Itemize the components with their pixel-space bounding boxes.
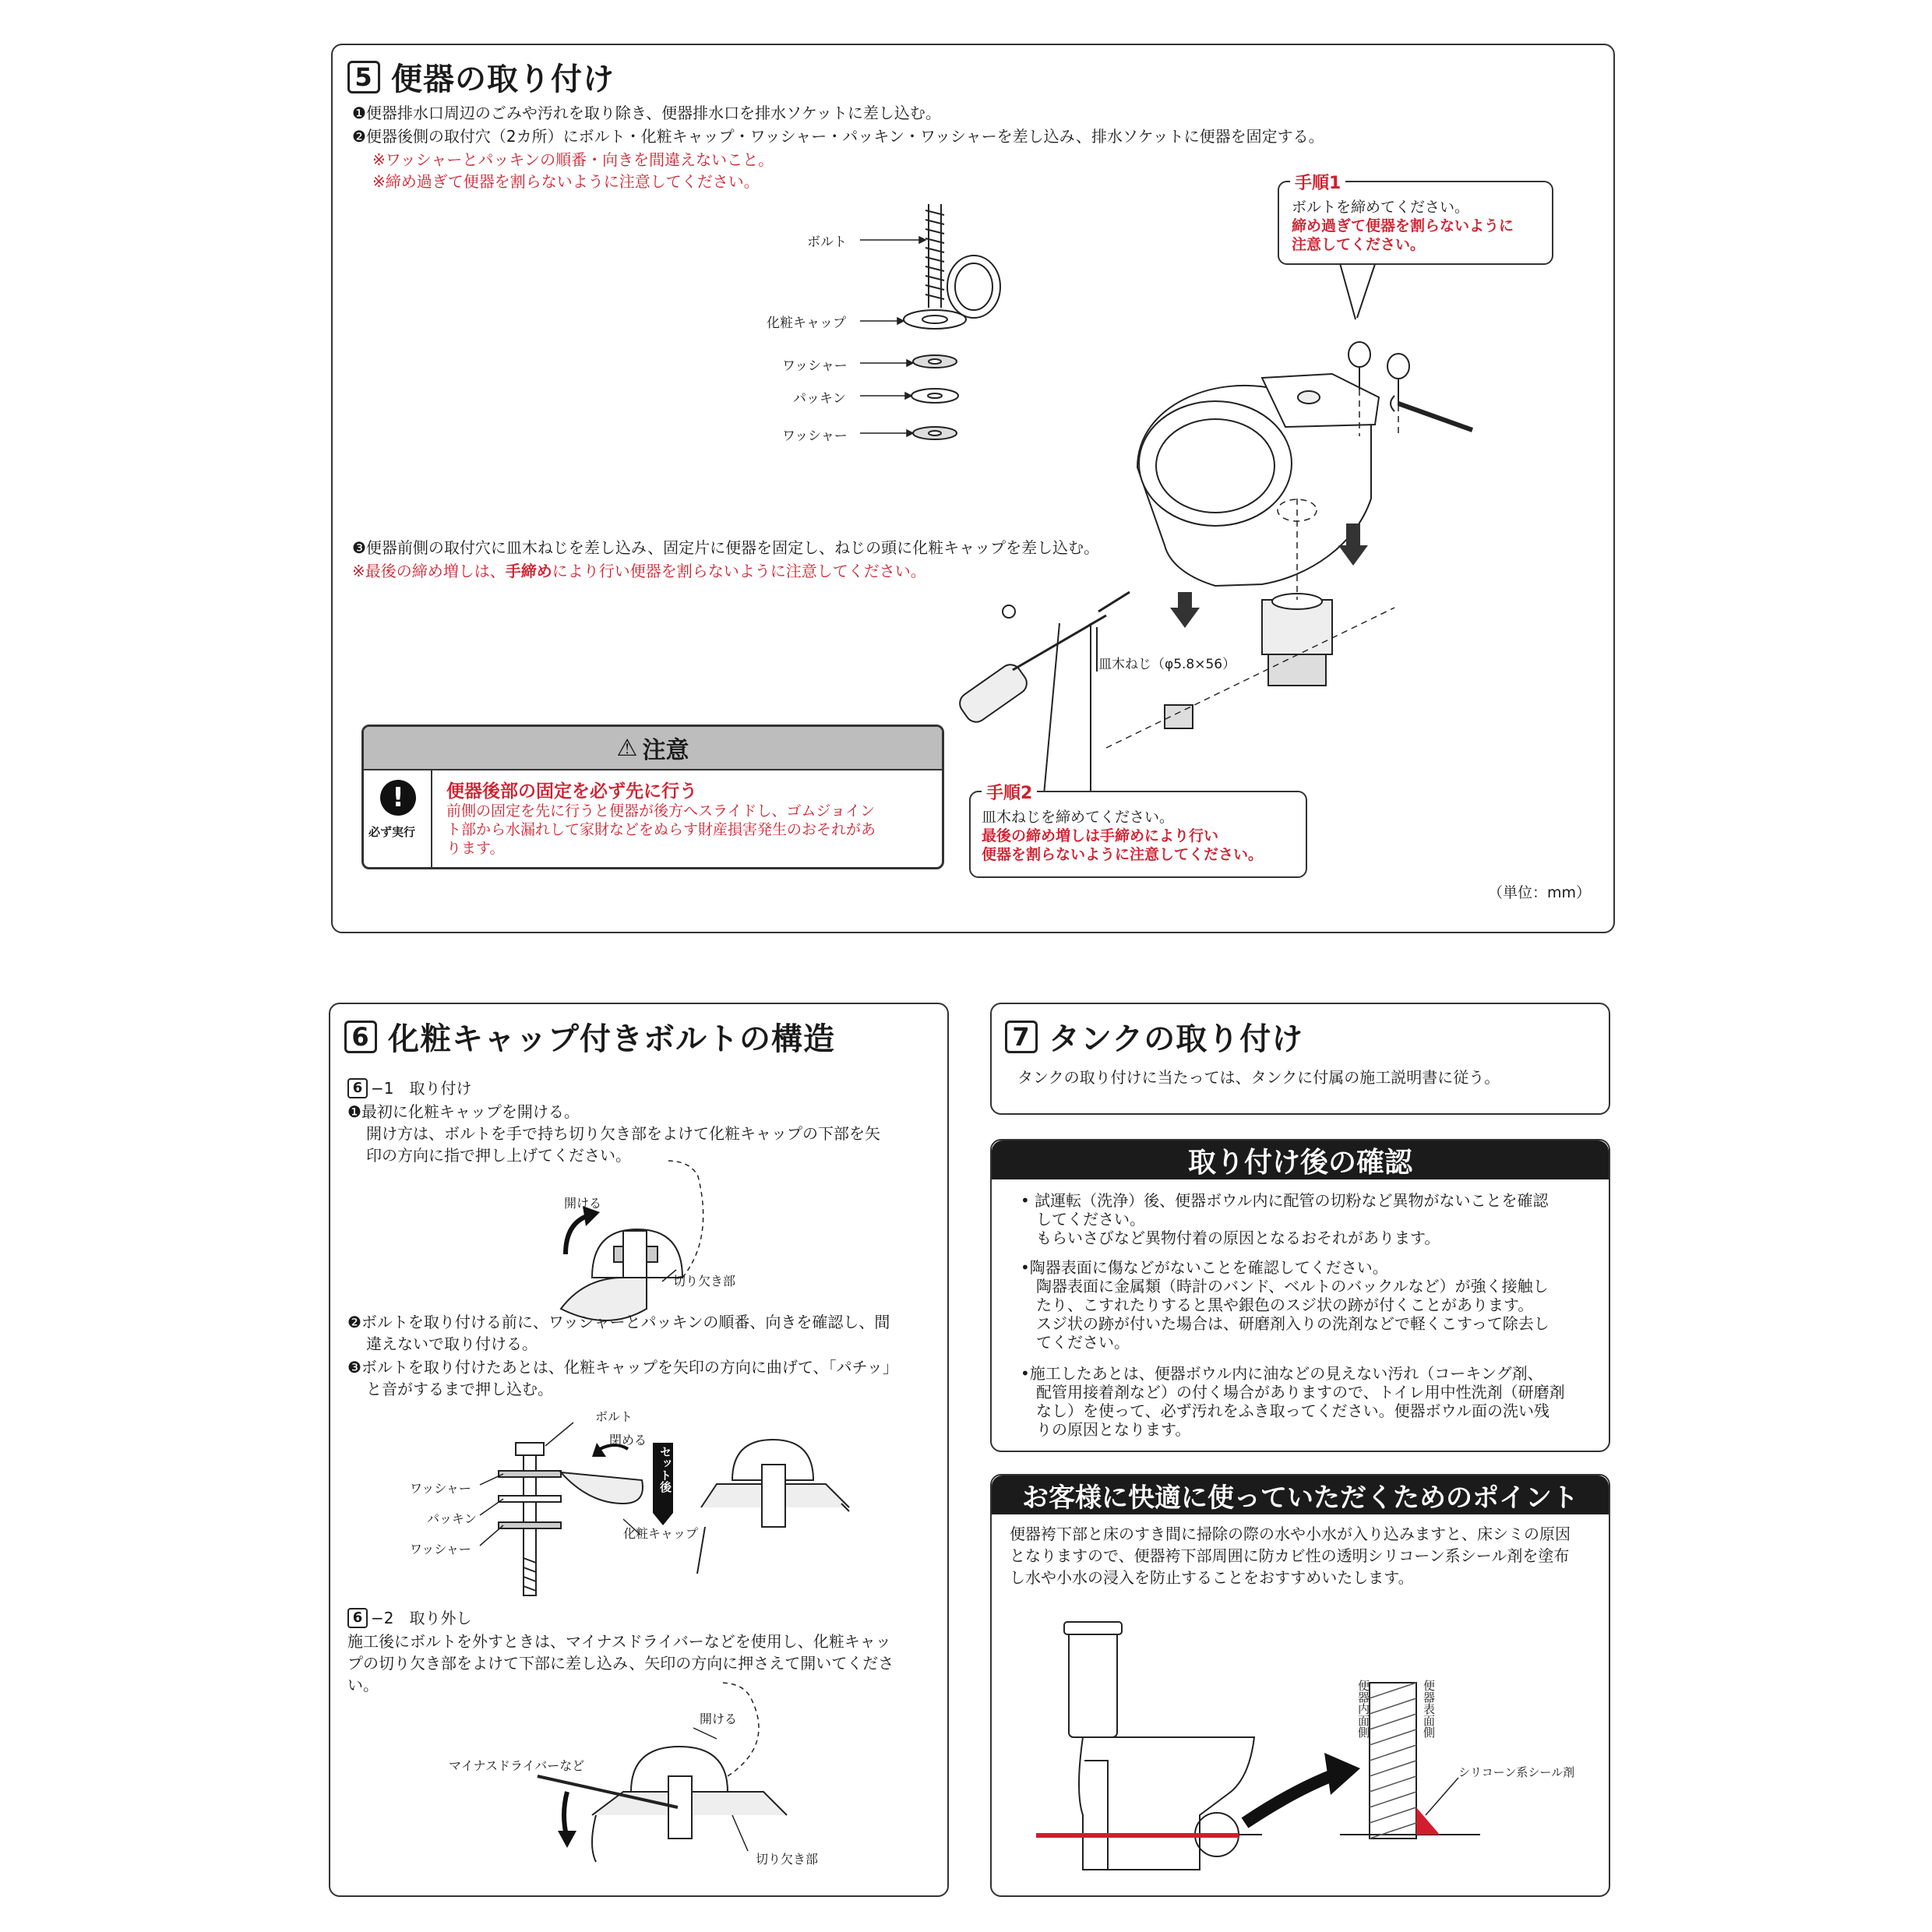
- callout-step-2-line3: 便器を割らないように注意してください。: [982, 846, 1264, 863]
- check-b2-3: スジ状の跡が付いた場合は、研磨剤入りの洗剤などで軽くこすって除去し: [1036, 1314, 1549, 1333]
- check-b3-2: なし）を使って、必ず汚れをふき取ってください。便器ボウル面の洗い残: [1036, 1401, 1549, 1420]
- s6-sub2: 6 −2 取り外し: [347, 1608, 471, 1628]
- callout-step-1-line3: 注意してください。: [1292, 236, 1426, 253]
- sealant-label: シリコーン系シール剤: [1458, 1765, 1575, 1779]
- caution-body-1: 前側の固定を先に行うと便器が後方へスライドし、ゴムジョイン: [446, 802, 876, 820]
- s5-note2: ※締め過ぎて便器を割らないように注意してください。: [372, 172, 760, 191]
- section-7-number: 7: [1005, 1021, 1038, 1053]
- check-b1-0: • 試運転（洗浄）後、便器ボウル内に配管の切粉など異物がないことを確認: [1021, 1191, 1549, 1210]
- fig2-washer2-label: ワッシャー: [410, 1542, 471, 1557]
- point-header: お客様に快適に使っていただくためのポイント: [992, 1475, 1609, 1514]
- caution-header-text: 注意: [642, 737, 689, 764]
- fig1-notch-label: 切り欠き部: [673, 1274, 736, 1289]
- mandatory-icon: !: [380, 780, 416, 816]
- sealant-outer-label: 便器表面側: [1422, 1680, 1436, 1738]
- s6-sub1: 6 −1 取り付け: [347, 1078, 471, 1098]
- point-p-1: となりますので、便器袴下部周囲に防カビ性の透明シリコーン系シール剤を塗布: [1010, 1546, 1570, 1565]
- part-label-washer-2: ワッシャー: [782, 428, 848, 444]
- section-5-heading: 便器の取り付け: [391, 62, 615, 97]
- s6-s2b: 違えないで取り付ける。: [366, 1334, 538, 1353]
- check-b2-4: てください。: [1036, 1333, 1130, 1352]
- mandatory-label: 必ず実行: [368, 825, 416, 839]
- point-p-0: 便器袴下部と床のすき間に掃除の際の水や小水が入り込みますと、床シミの原因: [1010, 1525, 1571, 1543]
- fig2-cap-label: 化粧キャップ: [623, 1526, 699, 1541]
- s6-r2: プの切り欠き部をよけて下部に差し込み、矢印の方向に押さえて開いてくださ: [347, 1654, 894, 1673]
- s5-step2: ❷便器後側の取付穴（2カ所）にボルト・化粧キャップ・ワッシャー・パッキン・ワッシャーを差し込み、排水ソケットに便器を固定する。: [352, 127, 1324, 146]
- callout-step-1-line2: 締め過ぎて便器を割らないように: [1292, 217, 1514, 234]
- s5-note1: ※ワッシャーとパッキンの順番・向きを間違えないこと。: [372, 150, 774, 169]
- check-b3-0: •施工したあとは、便器ボウル内に油などの見えない汚れ（コーキング剤、: [1021, 1364, 1543, 1383]
- s6-s1: ❶最初に化粧キャップを開ける。: [347, 1102, 580, 1121]
- part-label-washer-1: ワッシャー: [782, 358, 848, 374]
- sealant-inner-label: 便器内面側: [1356, 1680, 1370, 1738]
- fig2-after-label: セット後: [658, 1446, 672, 1493]
- check-b2-1: 陶器表面に金属類（時計のバンド、ベルトのバックルなど）が強く接触し: [1036, 1277, 1549, 1296]
- check-b1-1: してください。: [1036, 1210, 1145, 1229]
- screw-label: 皿木ねじ（φ5.8×56）: [1098, 657, 1236, 672]
- callout-step-2-title: 手順2: [982, 780, 1037, 804]
- section-7-heading: タンクの取り付け: [1049, 1021, 1304, 1057]
- fig3-open-label: 開ける: [700, 1712, 738, 1726]
- check-b3-3: りの原因となります。: [1036, 1420, 1191, 1439]
- check-b3-1: 配管用接着剤など）の付く場合がありますので、トイレ用中性洗剤（研磨剤: [1036, 1383, 1565, 1401]
- part-label-packing: パッキン: [793, 391, 846, 407]
- s5-step3: ❸便器前側の取付穴に皿木ねじを差し込み、固定片に便器を固定し、ねじの頭に化粧キャップを差し込む。: [352, 538, 1100, 557]
- s7-text: タンクの取り付けに当たっては、タンクに付属の施工説明書に従う。: [1017, 1068, 1500, 1087]
- check-b2-2: たり、こすれたりすると黒や銀色のスジ状の跡が付くことがあります。: [1036, 1296, 1534, 1314]
- s5-note3: ※最後の締め増しは、手締めにより行い便器を割らないように注意してください。: [352, 562, 926, 580]
- s6-s3b: と音がするまで押し込む。: [366, 1380, 553, 1398]
- s5-step1: ❶便器排水口周辺のごみや汚れを取り除き、便器排水口を排水ソケットに差し込む。: [352, 104, 941, 122]
- callout-step-2-line1: 皿木ねじを締めてください。: [982, 809, 1175, 826]
- fig1-open-label: 開ける: [564, 1196, 602, 1211]
- s6-s3: ❸ボルトを取り付けたあとは、化粧キャップを矢印の方向に曲げて、「パチッ」: [347, 1358, 898, 1377]
- part-label-bolt: ボルト: [807, 234, 847, 250]
- callout-step-2-line2: 最後の締め増しは手締めにより行い: [982, 827, 1219, 844]
- callout-step-1-line1: ボルトを締めてください。: [1292, 199, 1470, 216]
- fig3-notch-label: 切り欠き部: [756, 1852, 819, 1867]
- section-6-heading: 化粧キャップ付きボルトの構造: [388, 1021, 835, 1057]
- point-p-2: し水や小水の浸入を防止することをおすすめいたします。: [1010, 1568, 1414, 1587]
- warning-triangle-icon: ⚠: [616, 734, 638, 762]
- check-b2-0: •陶器表面に傷などがないことを確認してください。: [1021, 1258, 1388, 1277]
- fig2-close-label: 閉める: [609, 1433, 647, 1447]
- caution-body-2: ト部から水漏れして家財などをぬらす財産損害発生のおそれがあ: [446, 821, 876, 838]
- section-6-number: 6: [344, 1021, 377, 1053]
- fig2-bolt-label: ボルト: [595, 1409, 633, 1424]
- check-b1-2: もらいさびなど異物付着の原因となるおそれがあります。: [1036, 1229, 1440, 1247]
- check-header: 取り付け後の確認: [992, 1141, 1609, 1179]
- unit-note: （単位：mm）: [1488, 884, 1592, 901]
- caution-headline: 便器後部の固定を必ず先に行う: [446, 781, 697, 802]
- s6-s1c: 印の方向に指で押し上げてください。: [366, 1146, 631, 1165]
- s6-r3: い。: [347, 1676, 379, 1694]
- s6-s1b: 開け方は、ボルトを手で持ち切り欠き部をよけて化粧キャップの下部を矢: [366, 1124, 880, 1143]
- fig2-washer1-label: ワッシャー: [410, 1481, 471, 1496]
- caution-body-3: ります。: [446, 840, 505, 857]
- s6-r1: 施工後にボルトを外すときは、マイナスドライバーなどを使用し、化粧キャッ: [347, 1632, 891, 1651]
- fig2-packing-label: パッキン: [427, 1511, 477, 1526]
- fig3-driver-label: マイナスドライバーなど: [449, 1758, 585, 1773]
- s6-s2: ❷ボルトを取り付ける前に、ワッシャーとパッキンの順番、向きを確認し、間: [347, 1313, 890, 1331]
- part-label-cap: 化粧キャップ: [767, 316, 846, 331]
- section-5-number: 5: [347, 61, 380, 93]
- callout-step-1-title: 手順1: [1290, 170, 1345, 194]
